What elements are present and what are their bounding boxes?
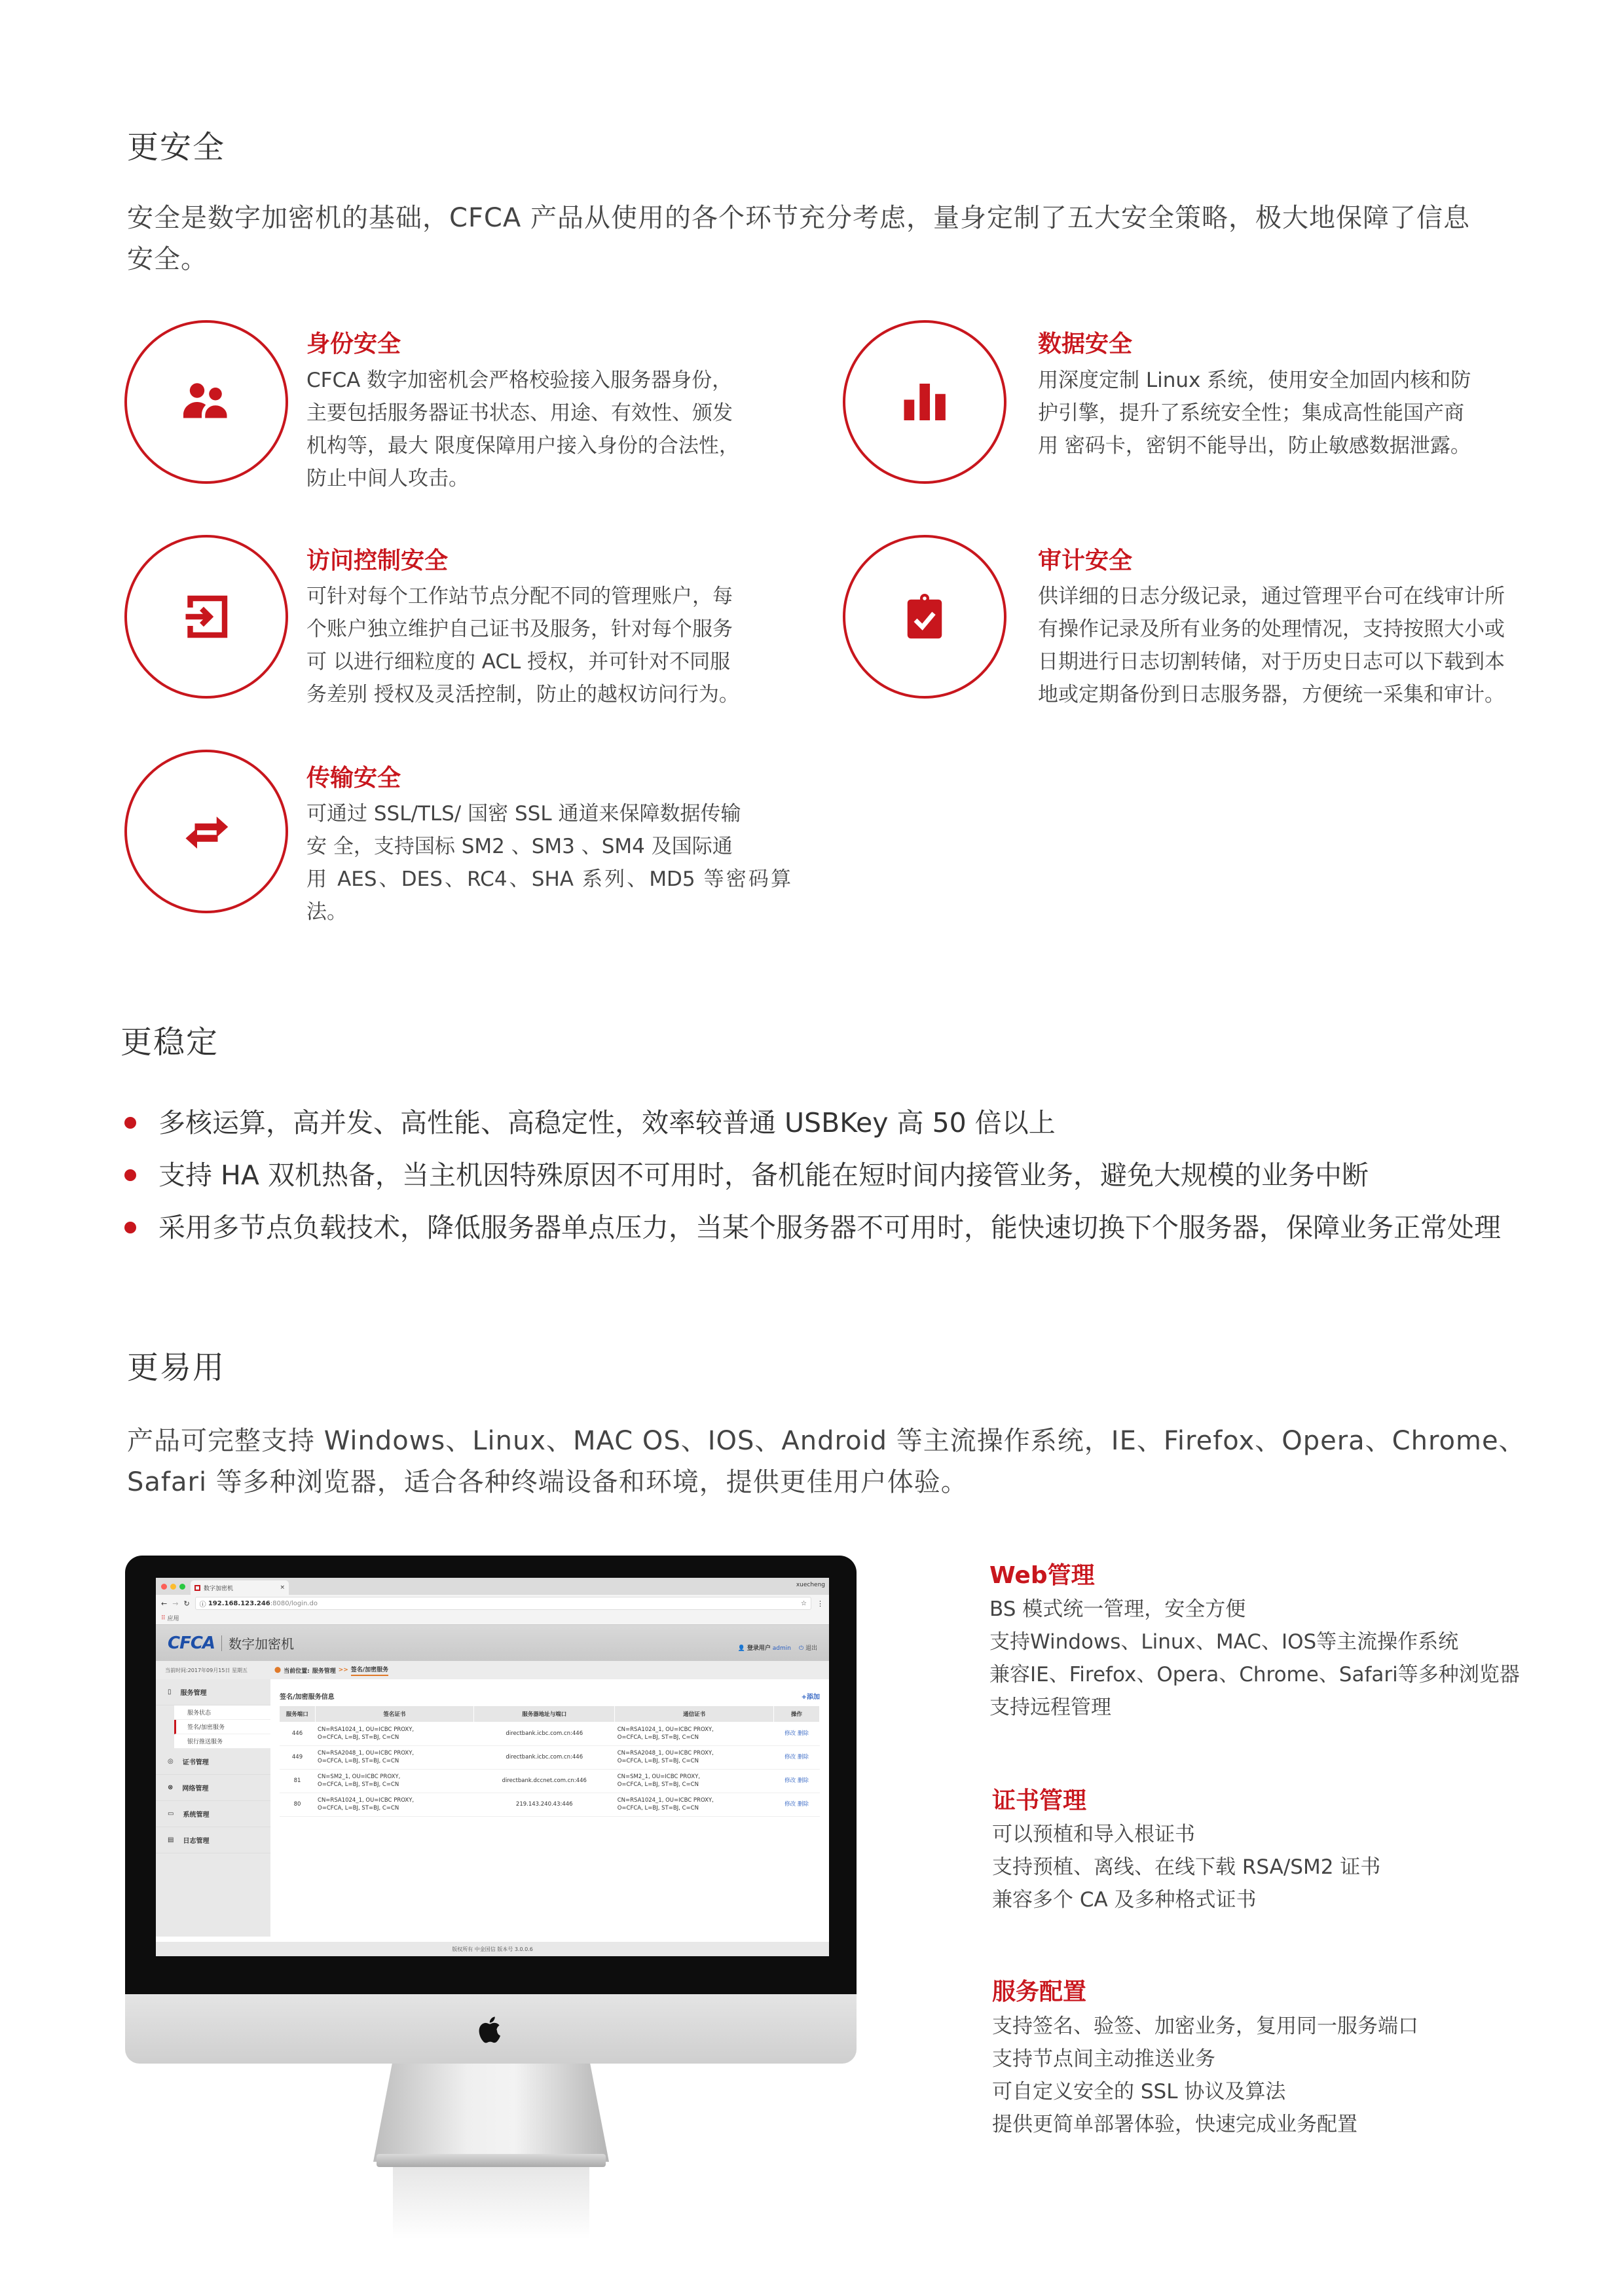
body-line: 护引擎，提升了系统安全性；集成高性能国产商: [1038, 401, 1464, 425]
bullet-text: 支持 HA 双机热备，当主机因特殊原因不可用时，备机能在短时间内接管业务，避免大规模的业务中断: [158, 1159, 1369, 1191]
current-date: 当前时间:2017年09月15日 星期五: [165, 1667, 248, 1673]
body-line: 地或定期备份到日志服务器，方便统一采集和审计。: [1038, 683, 1505, 706]
bullet-text: 多核运算，高并发、高性能、高稳定性，效率较普通 USBKey 高 50 倍以上: [158, 1107, 1056, 1139]
comm-cert-cell: [615, 1769, 774, 1793]
transport-icon-circle: [124, 750, 288, 913]
cert-line: CN=SM2_1, OU=ICBC PROXY,: [318, 1774, 401, 1780]
cert-line: CN=RSA1024_1, OU=ICBC PROXY,: [318, 1726, 415, 1733]
feature-line: 支持Windows、Linux、MAC、IOS等主流操作系统: [989, 1630, 1459, 1654]
list-item: [124, 1201, 1501, 1254]
maximize-window-icon[interactable]: [179, 1584, 185, 1590]
body-line: 用 密码卡，密钥不能导出，防止敏感数据泄露。: [1038, 434, 1471, 458]
column-header: 服务器地址与端口: [474, 1706, 615, 1722]
intro-line: 安全。: [127, 244, 208, 274]
column-header: 服务端口: [280, 1706, 315, 1722]
breadcrumb: [270, 1661, 388, 1679]
body-line: 用深度定制 Linux 系统，使用安全加固内核和防: [1038, 369, 1471, 392]
breadcrumb-current: 签名/加密服务: [351, 1665, 388, 1676]
body-line: 防止中间人攻击。: [306, 467, 469, 490]
cert-line: O=CFCA, L=BJ, ST=BJ, C=CN: [617, 1781, 699, 1788]
document-icon: ▯: [168, 1688, 172, 1696]
body-line: CFCA 数字加密机会严格校验接入服务器身份，: [306, 369, 733, 392]
logout-button[interactable]: [799, 1643, 817, 1652]
body-line: 个账户独立维护自己证书及服务，针对每个服务: [306, 617, 733, 641]
intro-line: Safari 等多种浏览器，适合各种终端设备和环境，提供更佳用户体验。: [127, 1467, 968, 1497]
port-cell: 446: [280, 1722, 315, 1745]
list-item: [124, 1097, 1501, 1149]
login-user-label: 登录用户: [747, 1645, 771, 1652]
network-icon: ⊗: [168, 1784, 174, 1791]
monitor-chin: [125, 1994, 857, 2064]
sidebar-label: 日志管理: [183, 1838, 210, 1845]
body-line: 有操作记录及所有业务的处理情况，支持按照大小或: [1038, 617, 1505, 641]
audit-icon-circle: [843, 535, 1006, 699]
cfca-logo: CFCA: [168, 1633, 215, 1653]
app-footer: 版权所有 中金国信 版本号 3.0.0.6: [156, 1942, 829, 1956]
address-bar-row: [156, 1595, 829, 1612]
sidebar-item-cert[interactable]: [156, 1749, 270, 1775]
content-title: 签名/加密服务信息: [280, 1694, 335, 1701]
sidebar-item-service[interactable]: [156, 1679, 270, 1705]
secure-intro: [127, 198, 1528, 280]
browser-profile-name[interactable]: xuecheng: [796, 1582, 825, 1588]
port-cell: 449: [280, 1745, 315, 1769]
monitor-base: [377, 2154, 606, 2167]
feature-line: 可自定义安全的 SSL 协议及算法: [992, 2080, 1286, 2104]
sign-cert-cell: [315, 1793, 474, 1816]
comm-cert-cell: [615, 1793, 774, 1816]
item-body: [306, 364, 791, 495]
table-row: [280, 1722, 820, 1745]
item-title: 身份安全: [306, 331, 401, 357]
cert-line: O=CFCA, L=BJ, ST=BJ, C=CN: [318, 1781, 399, 1788]
cert-line: CN=RSA1024_1, OU=ICBC PROXY,: [617, 1797, 714, 1804]
sign-cert-cell: [315, 1769, 474, 1793]
feature-lines: [992, 1818, 1380, 1916]
item-body: [1038, 580, 1522, 711]
body-line: 供详细的日志分级记录，通过管理平台可在线审计所: [1038, 585, 1505, 608]
sidebar-label: 网络管理: [182, 1785, 209, 1793]
sidebar-label: 证书管理: [182, 1759, 209, 1766]
column-header: 签名证书: [315, 1706, 474, 1722]
monitor-icon: ▭: [168, 1810, 174, 1817]
bar-chart-icon: [897, 374, 952, 429]
apple-logo-icon: [476, 2013, 506, 2047]
monitor-reflection: [393, 2167, 589, 2239]
user-info: [738, 1643, 817, 1652]
add-button[interactable]: +添加: [801, 1694, 820, 1701]
cert-line: O=CFCA, L=BJ, ST=BJ, C=CN: [318, 1758, 399, 1764]
feature-line: 支持节点间主动推送业务: [992, 2047, 1215, 2071]
body-line: 可 以进行细粒度的 ACL 授权，并可针对不同服: [306, 650, 731, 674]
bookmark-apps[interactable]: 应用: [167, 1616, 179, 1622]
reload-icon[interactable]: ↻: [183, 1599, 190, 1608]
sidebar-item-network[interactable]: [156, 1775, 270, 1801]
address-cell: directbank.icbc.com.cn:446: [474, 1722, 615, 1745]
column-header: 操作: [773, 1706, 819, 1722]
body-line: 机构等，最大 限度保障用户接入身份的合法性，: [306, 434, 739, 458]
sidebar: [156, 1679, 270, 1937]
port-cell: 80: [280, 1793, 315, 1816]
feature-lines: [989, 1593, 1520, 1724]
section-heading-secure: 更安全: [127, 129, 226, 166]
feature-line: 支持签名、验签、加密业务，复用同一服务端口: [992, 2014, 1418, 2038]
column-header: 通信证书: [615, 1706, 774, 1722]
body-line: 可通过 SSL/TLS/ 国密 SSL 通道来保障数据传输: [306, 802, 741, 826]
feature-line: 兼容IE、Firefox、Opera、Chrome、Safari等多种浏览器: [989, 1663, 1520, 1686]
user-icon: 👤: [737, 1645, 746, 1652]
cert-line: CN=SM2_1, OU=ICBC PROXY,: [617, 1774, 701, 1780]
url-input[interactable]: [195, 1597, 811, 1610]
bullet-dot-icon: [124, 1222, 136, 1233]
feature-line: 提供更简单部署体验，快速完成业务配置: [992, 2113, 1357, 2136]
breadcrumb-row: [156, 1661, 829, 1679]
menu-icon[interactable]: ⋮: [817, 1599, 824, 1608]
edit-delete-links[interactable]: 修改 删除: [773, 1745, 819, 1769]
address-cell: 219.143.240.43:446: [474, 1793, 615, 1816]
url-host: 192.168.123.246: [208, 1599, 270, 1607]
edit-delete-links[interactable]: 修改 删除: [773, 1722, 819, 1745]
section-heading-easy: 更易用: [127, 1349, 226, 1386]
body-line: 安 全，支持国标 SM2 、SM3 、SM4 及国际通: [306, 835, 733, 858]
feature-line: 支持远程管理: [989, 1696, 1111, 1719]
sign-cert-cell: [315, 1745, 474, 1769]
body-line: 日期进行日志切割转储，对于历史日志可以下载到本: [1038, 650, 1505, 674]
comm-cert-cell: [615, 1745, 774, 1769]
url-path: :8080/login.do: [270, 1599, 318, 1607]
data-icon-circle: [843, 320, 1006, 484]
sidebar-submenu: [174, 1705, 270, 1749]
section-heading-stable: 更稳定: [120, 1024, 219, 1061]
app-title: 数字加密机: [229, 1636, 295, 1652]
edit-delete-links[interactable]: 修改 删除: [773, 1769, 819, 1793]
bookmark-star-icon[interactable]: ☆: [801, 1599, 807, 1607]
breadcrumb-label: 当前位置:: [284, 1667, 310, 1675]
feature-line: 兼容多个 CA 及多种格式证书: [992, 1888, 1257, 1912]
users-icon: [179, 374, 234, 429]
intro-line: 产品可完整支持 Windows、Linux、MAC OS、IOS、Android 等主流操作系统，IE、Firefox、Opera、Chrome、: [127, 1426, 1526, 1456]
feature-title: Web管理: [989, 1562, 1095, 1589]
login-icon: [179, 589, 234, 644]
calendar-icon: ▤: [168, 1836, 174, 1844]
cert-line: O=CFCA, L=BJ, ST=BJ, C=CN: [318, 1805, 399, 1812]
certificate-icon: ◎: [168, 1758, 174, 1765]
item-title: 数据安全: [1038, 331, 1133, 357]
address-cell: directbank.dccnet.com.cn:446: [474, 1769, 615, 1793]
breadcrumb-parent[interactable]: 服务管理: [312, 1667, 336, 1675]
clipboard-check-icon: [897, 589, 952, 644]
sidebar-label: 系统管理: [183, 1812, 210, 1819]
sidebar-subitem-sign-encrypt[interactable]: 签名/加密服务: [174, 1720, 270, 1734]
location-pin-icon: ⬤: [274, 1667, 282, 1673]
list-item: [124, 1149, 1501, 1201]
body-line: 主要包括服务器证书状态、用途、有效性、颁发: [306, 401, 733, 425]
item-body: [306, 580, 791, 711]
monitor-stand: [373, 2064, 609, 2162]
info-icon: ⓘ: [199, 1601, 208, 1609]
sidebar-subitem-status[interactable]: 服务状态: [174, 1705, 270, 1720]
identity-icon-circle: [124, 320, 288, 484]
app-header: [156, 1625, 829, 1661]
cert-line: CN=RSA2048_1, OU=ICBC PROXY,: [617, 1750, 714, 1757]
apps-icon: ⠿: [161, 1614, 168, 1622]
login-user: admin: [772, 1645, 791, 1652]
window-controls: [161, 1584, 185, 1590]
intro-line: 安全是数字加密机的基础，CFCA 产品从使用的各个环节充分考虑，量身定制了五大安全策略，极大地保障了信息: [127, 203, 1470, 233]
cert-line: O=CFCA, L=BJ, ST=BJ, C=CN: [617, 1734, 699, 1741]
cert-line: CN=RSA1024_1, OU=ICBC PROXY,: [318, 1797, 415, 1804]
cert-line: O=CFCA, L=BJ, ST=BJ, C=CN: [617, 1758, 699, 1764]
feature-line: BS 模式统一管理，安全方便: [989, 1597, 1246, 1621]
services-table: [280, 1706, 820, 1817]
feature-lines: [992, 2010, 1418, 2141]
feature-line: 支持预植、离线、在线下载 RSA/SM2 证书: [992, 1855, 1381, 1879]
close-window-icon[interactable]: [161, 1584, 167, 1590]
address-cell: directbank.icbc.com.cn:446: [474, 1745, 615, 1769]
cert-line: CN=RSA2048_1, OU=ICBC PROXY,: [318, 1750, 415, 1757]
feature-line: 可以预植和导入根证书: [992, 1823, 1195, 1846]
item-body: [1038, 364, 1522, 462]
breadcrumb-separator: >>: [338, 1667, 348, 1673]
bullet-text: 采用多节点负载技术，降低服务器单点压力，当某个服务器不可用时，能快速切换下个服务器，保障业务正常处理: [158, 1212, 1501, 1243]
logout-label: 退出: [805, 1645, 817, 1652]
swap-arrows-icon: [179, 804, 234, 859]
tab-title: 数字加密机: [204, 1585, 234, 1592]
edit-delete-links[interactable]: 修改 删除: [773, 1793, 819, 1816]
bullet-dot-icon: [124, 1169, 136, 1181]
bookmarks-bar: [156, 1612, 829, 1625]
cert-line: O=CFCA, L=BJ, ST=BJ, C=CN: [617, 1805, 699, 1812]
feature-title: 证书管理: [992, 1787, 1087, 1814]
item-body: [306, 797, 791, 928]
sign-cert-cell: [315, 1722, 474, 1745]
logo-divider: [221, 1635, 222, 1651]
cert-line: CN=RSA1024_1, OU=ICBC PROXY,: [617, 1726, 714, 1733]
table-row: [280, 1793, 820, 1816]
port-cell: 81: [280, 1769, 315, 1793]
content-panel: [270, 1679, 829, 1937]
forward-icon[interactable]: →: [172, 1599, 179, 1608]
table-row: [280, 1745, 820, 1769]
back-icon[interactable]: ←: [161, 1599, 168, 1608]
browser-tab-bar: [156, 1578, 829, 1595]
bullet-dot-icon: [124, 1117, 136, 1129]
sidebar-label: 服务管理: [180, 1690, 207, 1697]
item-title: 传输安全: [306, 765, 401, 792]
easy-intro: [127, 1421, 1535, 1503]
body-line: 用 AES、DES、RC4、SHA 系列、MD5 等密码算法。: [306, 867, 791, 924]
stable-bullet-list: [124, 1097, 1501, 1254]
favicon-icon: [194, 1585, 200, 1591]
comm-cert-cell: [615, 1722, 774, 1745]
monitor-screen: [156, 1578, 829, 1956]
browser-tab[interactable]: [191, 1580, 289, 1595]
feature-title: 服务配置: [992, 1978, 1087, 2005]
body-line: 务差别 授权及灵活控制，防止的越权访问行为。: [306, 683, 739, 706]
body-line: 可针对每个工作站节点分配不同的管理账户，每: [306, 585, 733, 608]
item-title: 访问控制安全: [306, 547, 449, 574]
minimize-window-icon[interactable]: [170, 1584, 176, 1590]
table-row: [280, 1769, 820, 1793]
power-icon: ⏻: [798, 1645, 804, 1652]
item-title: 审计安全: [1038, 547, 1133, 574]
sidebar-item-system[interactable]: [156, 1801, 270, 1827]
sidebar-item-log[interactable]: [156, 1827, 270, 1853]
sidebar-subitem-bank-push[interactable]: 银行推送服务: [174, 1734, 270, 1749]
app-main: [156, 1679, 829, 1937]
cert-line: O=CFCA, L=BJ, ST=BJ, C=CN: [318, 1734, 399, 1741]
access-icon-circle: [124, 535, 288, 699]
close-tab-icon[interactable]: ×: [280, 1584, 285, 1591]
